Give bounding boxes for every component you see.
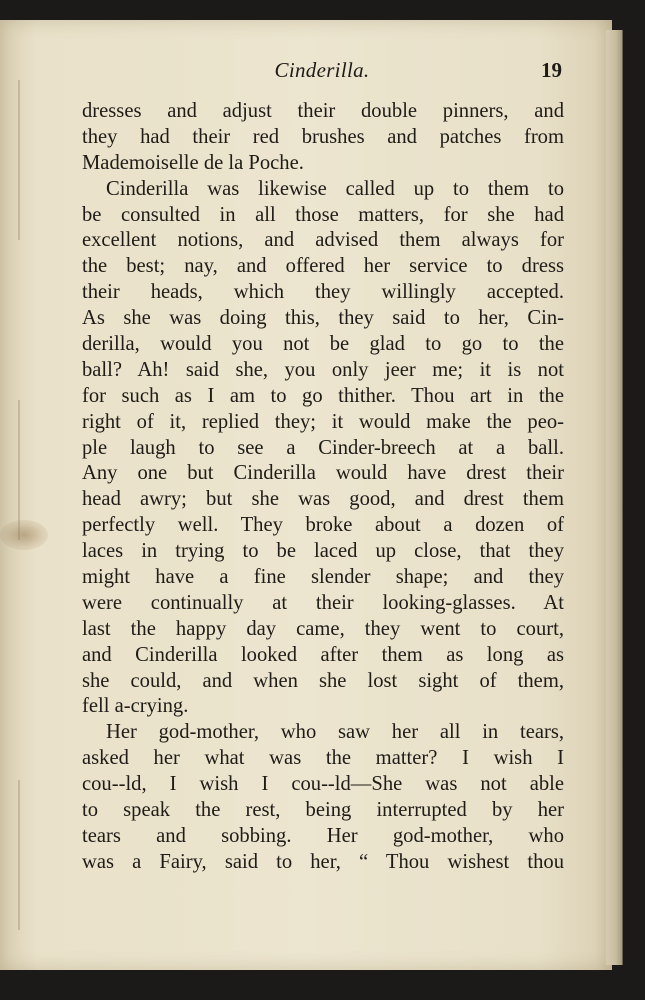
paper-stain: [0, 520, 48, 550]
text-line: their heads, which they willingly accepted.: [82, 281, 564, 304]
text-line: dresses and adjust their double pinners, and: [82, 100, 564, 122]
text-line: laces in trying to be laced up close, that they: [82, 540, 564, 563]
text-line: Mademoiselle de la Poche.: [82, 151, 304, 174]
text-line: and Cinderilla looked after them as long as: [82, 643, 564, 666]
text-line: the best; nay, and offered her service to dress: [82, 255, 564, 278]
text-line: tears and sobbing. Her god-mother, who: [82, 824, 564, 847]
page-number: 19: [541, 58, 562, 82]
text-line: last the happy day came, they went to court,: [82, 617, 564, 640]
text-line: right of it, replied they; it would make the peo-: [82, 410, 564, 433]
text-line: was a Fairy, said to her, “ Thou wishest thou: [82, 850, 564, 873]
text-line: were continually at their looking-glasses. At: [82, 591, 564, 614]
text-line: derilla, would you not be glad to go to the: [82, 333, 564, 356]
page-edges: [606, 30, 623, 965]
text-line: head awry; but she was good, and drest them: [82, 488, 564, 511]
text-line: might have a fine slender shape; and they: [82, 566, 564, 589]
text-line: ball? Ah! said she, you only jeer me; it is not: [82, 358, 564, 381]
gutter-shadow: [18, 400, 20, 540]
text-line: cou--ld, I wish I cou--ld—She was not able: [82, 773, 564, 796]
text-line: be consulted in all those matters, for she had: [82, 203, 564, 226]
text-line: Cinderilla was likewise called up to them to: [106, 177, 564, 200]
text-line: she could, and when she lost sight of them,: [82, 669, 564, 692]
text-line: perfectly well. They broke about a dozen of: [82, 514, 564, 537]
text-line: Her god-mother, who saw her all in tears,: [106, 721, 564, 744]
text-line: to speak the rest, being interrupted by her: [82, 799, 564, 822]
running-head: Cinderilla.: [274, 58, 370, 82]
text-line: they had their red brushes and patches from: [82, 125, 564, 148]
text-line: Any one but Cinderilla would have drest their: [82, 462, 564, 485]
text-line: As she was doing this, they said to her, Cin-: [82, 307, 564, 330]
text-line: fell a-crying.: [82, 695, 189, 718]
body-text: [82, 99, 564, 876]
page-header: [82, 58, 562, 92]
gutter-shadow: [18, 80, 20, 240]
gutter-shadow: [18, 780, 20, 930]
text-line: excellent notions, and advised them always for: [82, 229, 564, 252]
text-line: asked her what was the matter? I wish I: [82, 747, 564, 770]
text-line: for such as I am to go thither. Thou art in the: [82, 384, 564, 407]
text-line: ple laugh to see a Cinder-breech at a ball.: [82, 436, 564, 459]
